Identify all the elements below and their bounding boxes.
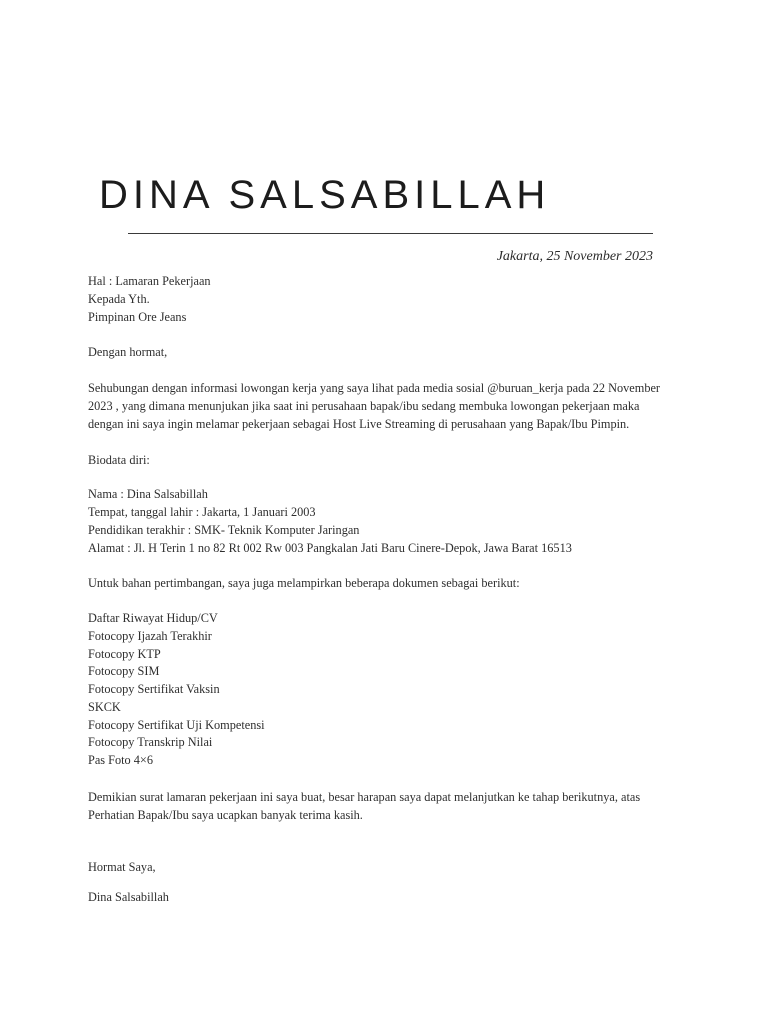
closing-paragraph: [88, 788, 640, 824]
recipient-address: [88, 272, 211, 326]
biodata-birth: Tempat, tanggal lahir : Jakarta, 1 Januari 2003: [88, 505, 316, 519]
list-item: SKCK: [88, 699, 121, 714]
header-divider: [128, 233, 653, 234]
list-item: Fotocopy SIM: [88, 664, 160, 679]
subject-line: Hal : Lamaran Pekerjaan: [88, 274, 211, 288]
list-item: Fotocopy Sertifikat Vaksin: [88, 682, 220, 696]
list-item: Fotocopy Transkrip Nilai: [88, 735, 213, 750]
list-item: Daftar Riwayat Hidup/CV: [88, 611, 218, 625]
list-item: Fotocopy Ijazah Terakhir: [88, 628, 212, 643]
list-item: Pas Foto 4×6: [88, 753, 154, 767]
signature-name-text: Dina Salsabillah: [88, 890, 169, 904]
paragraph-line: dengan ini saya ingin melamar pekerjaan sebagai Host Live Streaming di perusahaan yang Bapak/Ibu Pimpin.: [88, 417, 630, 431]
signature-name: [88, 888, 169, 906]
biodata-name: Nama : Dina Salsabillah: [88, 487, 208, 501]
intro-paragraph: [88, 379, 660, 433]
letter-date: Jakarta, 25 November 2023: [496, 249, 653, 264]
salutation-text: Hormat Saya,: [88, 860, 156, 874]
sign-off-salutation: [88, 858, 156, 876]
biodata-heading: [88, 451, 150, 469]
attachments-intro: [88, 574, 520, 592]
list-item: Fotocopy Sertifikat Uji Kompetensi: [88, 717, 265, 732]
applicant-name-heading: DINA SALSABILLAH: [99, 173, 551, 217]
greeting-text: Dengan hormat,: [88, 345, 168, 359]
biodata-education: Pendidikan terakhir : SMK- Teknik Komputer Jaringan: [88, 523, 360, 537]
paragraph-line: 2023 , yang dimana menunjukan jika saat ini perusahaan bapak/ibu sedang membuka lowongan pekerjaan maka: [88, 399, 640, 413]
greeting: [88, 343, 167, 361]
recipient-name: Pimpinan Ore Jeans: [88, 310, 187, 324]
biodata-heading-text: Biodata diri:: [88, 453, 150, 467]
paragraph-line: Sehubungan dengan informasi lowongan kerja yang saya lihat pada media sosial @buruan_kerja pada 22 November: [88, 381, 661, 395]
paragraph-line: Demikian surat lamaran pekerjaan ini saya buat, besar harapan saya dapat melanjutkan ke tahap berikutnya, atas: [88, 790, 641, 804]
biodata-address: Alamat : Jl. H Terin 1 no 82 Rt 002 Rw 003 Pangkalan Jati Baru Cinere-Depok, Jawa Barat 16513: [88, 541, 572, 555]
paragraph-line: Perhatian Bapak/Ibu saya ucapkan banyak terima kasih.: [88, 808, 363, 822]
attachments-list: [88, 610, 265, 770]
biodata-list: [88, 485, 572, 557]
attachments-intro-text: Untuk bahan pertimbangan, saya juga melampirkan beberapa dokumen sebagai berikut:: [88, 576, 520, 590]
list-item: Fotocopy KTP: [88, 646, 161, 661]
recipient-salutation: Kepada Yth.: [88, 292, 150, 306]
